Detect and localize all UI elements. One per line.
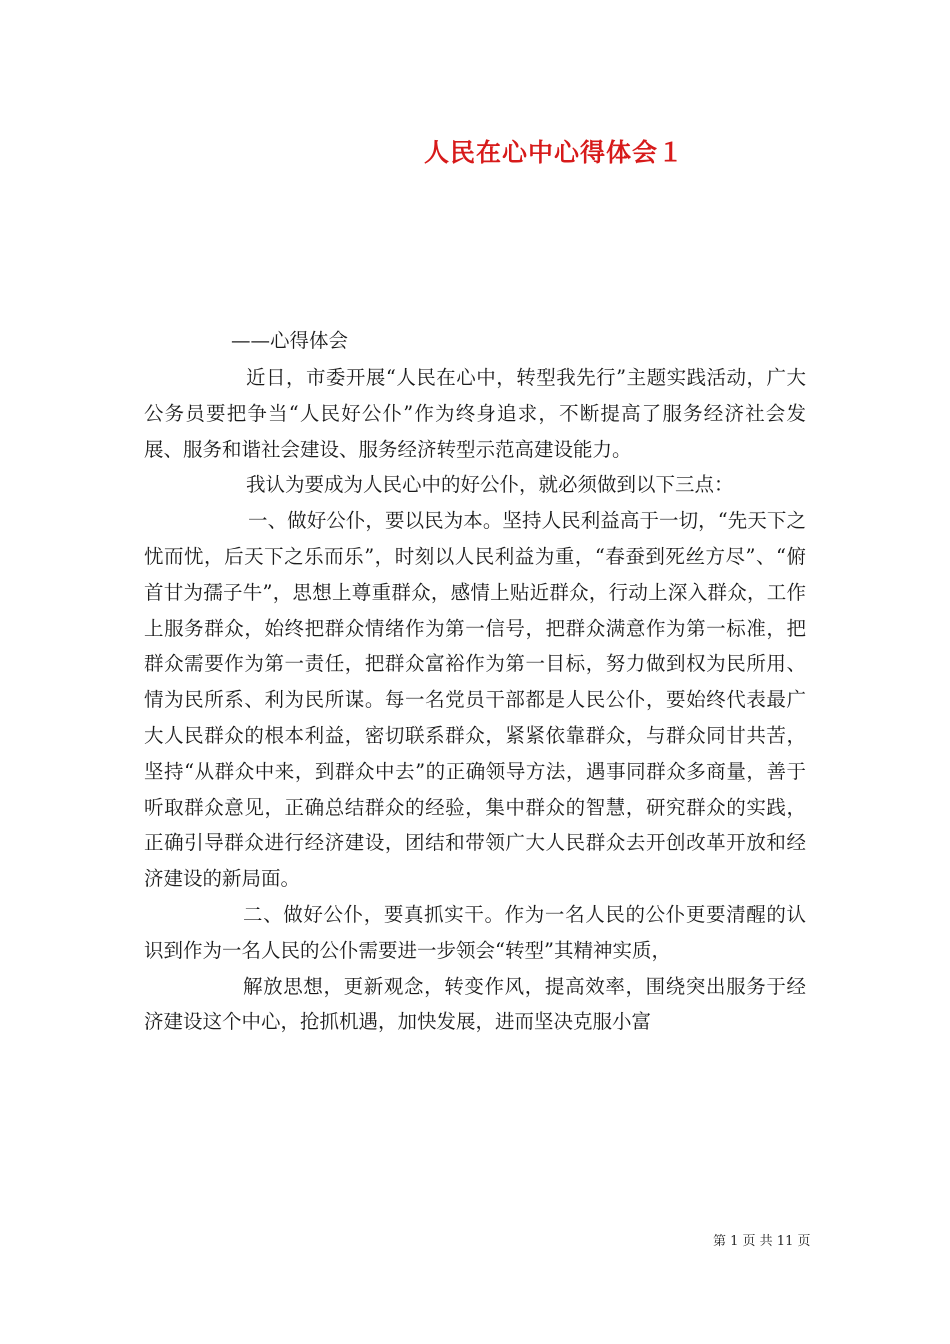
document-body — [144, 360, 806, 1040]
document-subtitle: ——心得体会 — [231, 329, 349, 352]
paragraph-point-one: 一、做好公仆，要以民为本。坚持人民利益高于一切，“先天下之忧而忧，后天下之乐而乐”，时刻以人民利益为重，“春蚕到死丝方尽”、“俯首甘为孺子牛”，思想上尊重群众，感情上贴近群众，行动上深入群众，工作上服务群众，始终把群众情绪作为第一信号，把群众满意作为第一标准，把群众需要作为第一责任，把群众富裕作为第一目标，努力做到权为民所用、情为民所系、利为民所谋。每一名党员干部都是人民公仆，要始终代表最广大人民群众的根本利益，密切联系群众，紧紧依靠群众，与群众同甘共苦，坚持“从群众中来，到群众中去”的正确领导方法，遇事同群众多商量，善于听取群众意见，正确总结群众的经验，集中群众的智慧，研究群众的实践，正确引导群众进行经济建设，团结和带领广大人民群众去开创改革开放和经济建设的新局面。 — [144, 509, 806, 891]
paragraph-point-two: 二、做好公仆，要真抓实干。作为一名人民的公仆更要清醒的认识到作为一名人民的公仆需要进一步领会“转型”其精神实质， — [144, 902, 806, 962]
page-number: 第 1 页 共 11 页 — [713, 1234, 811, 1249]
document-title: 人民在心中心得体会１ — [423, 138, 684, 167]
paragraph-intro: 近日，市委开展“人民在心中，转型我先行”主题实践活动，广大公务员要把争当“人民好公仆”作为终身追求，不断提高了服务经济社会发展、服务和谐社会建设、服务经济转型示范高建设能力。 — [144, 366, 806, 461]
paragraph-continuation: 解放思想，更新观念，转变作风，提高效率，围绕突出服务于经济建设这个中心，抢抓机遇，加快发展，进而坚决克服小富 — [144, 974, 806, 1034]
paragraph-three-points: 我认为要成为人民心中的好公仆，就必须做到以下三点： — [246, 473, 734, 497]
